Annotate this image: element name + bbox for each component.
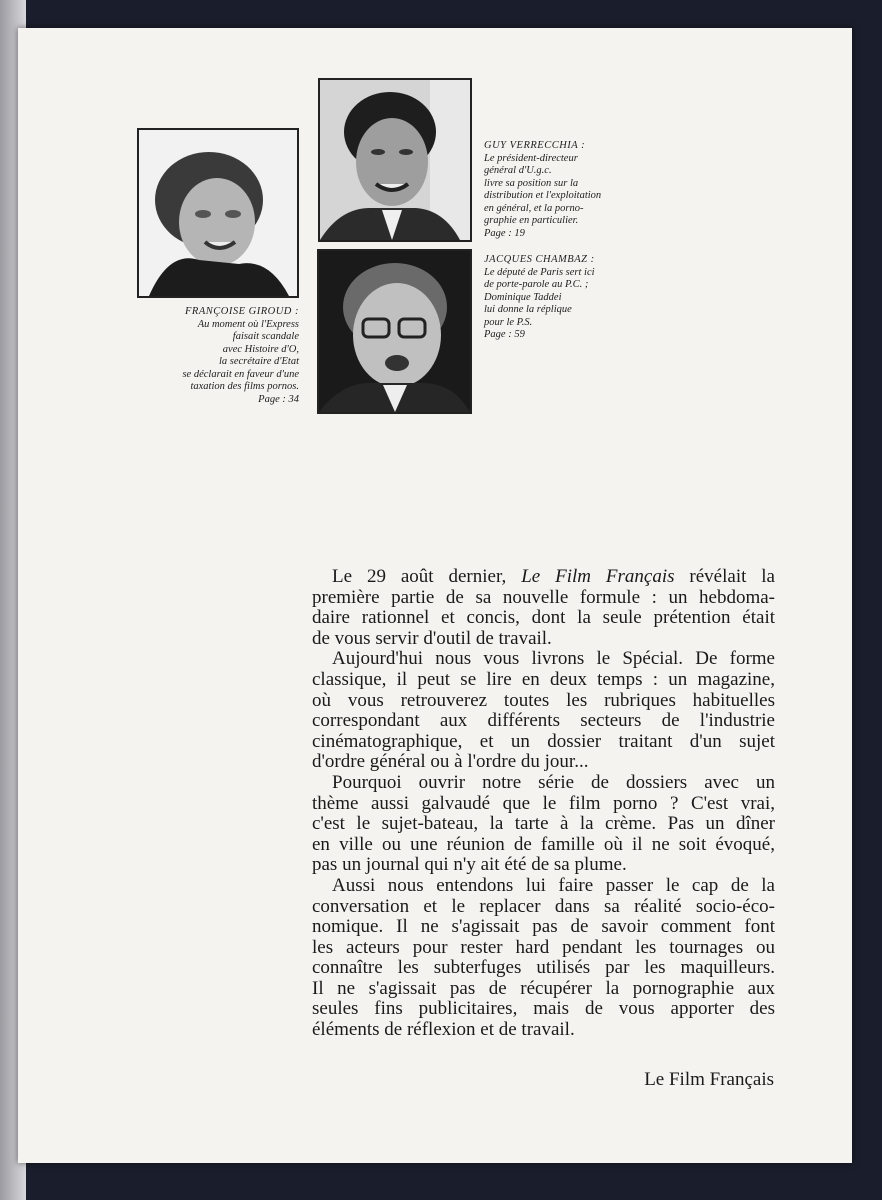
caption-name: FRANÇOISE GIROUD : [185,306,299,317]
portrait-man-smiling-image [320,80,470,240]
publication-title: Le Film Français [521,566,675,587]
body-line: classique, il peut se lire en deux temps : un magazine, [312,668,775,690]
caption-name: GUY VERRECCHIA : [484,140,586,151]
body-line: daire rationnel et concis, dont la seule prétention était [312,607,775,629]
caption-chambaz [484,254,684,342]
body-line: Aujourd'hui nous vous livrons le Spécial. De forme [332,648,775,670]
caption-line: Le député de Paris sert ici [484,266,595,278]
caption-line: se déclarait en faveur d'une [182,368,299,380]
body-line: Aussi nous entendons lui faire passer le cap de la [332,874,775,896]
body-line [312,567,775,588]
portrait-woman-image [139,130,297,296]
signature: Le Film Français [644,1069,774,1090]
caption-line: en général, et la porno- [484,202,584,214]
body-line: Pourquoi ouvrir notre série de dossiers avec un [332,771,775,793]
caption-verrecchia [484,140,684,240]
body-line: connaître les subterfuges utilisés par les maquilleurs. [312,957,775,979]
body-line: d'ordre général ou à l'ordre du jour... [312,751,589,773]
body-line: nomique. Il ne s'agissait pas de savoir comment font [312,916,775,938]
body-line: correspondant aux différents secteurs de l'industrie [312,710,775,732]
caption-line: général d'U.g.c. [484,165,552,176]
body-line-text: Le 29 août dernier, Le Film Français révélait la [332,566,775,587]
photo-jacques-chambaz [317,249,472,414]
body-line: éléments de réflexion et de travail. [312,1019,575,1041]
magazine-page [18,28,852,1163]
body-line: en ville ou une réunion de famille où il ne soit évoqué, [312,833,775,855]
caption-line: Dominique Taddei [484,291,562,303]
body-line: où vous retrouverez toutes les rubriques habituelles [312,689,775,711]
caption-line: Au moment où l'Express [197,318,299,330]
body-line: seules fins publicitaires, mais de vous apporter des [312,998,775,1020]
caption-name: JACQUES CHAMBAZ : [484,254,595,265]
body-line: c'est le sujet-bateau, la tarte à la crème. Pas un dîner [312,813,775,835]
body-line: de vous servir d'outil de travail. [312,627,552,649]
caption-giroud [79,306,299,406]
caption-line: livre sa position sur la [484,177,579,189]
caption-line: la secrétaire d'Etat [218,356,299,367]
caption-line: de porte-parole au P.C. ; [484,279,589,290]
caption-line: taxation des films pornos. [190,381,299,392]
caption-page-ref: Page : 19 [484,227,525,239]
caption-line: distribution et l'exploitation [484,190,602,201]
photo-francoise-giroud [137,128,299,298]
caption-page-ref: Page : 59 [484,329,525,340]
caption-line: pour le P.S. [484,316,533,328]
body-line: première partie de sa nouvelle formule : un hebdoma- [312,586,775,608]
photo-guy-verrecchia [318,78,472,242]
body-line: conversation et le replacer dans sa réalité socio-éco- [312,895,775,917]
body-line: pas un journal qui n'y ait été de sa plume. [312,854,627,876]
body-line: thème aussi galvaudé que le film porno ? C'est vrai, [312,792,775,814]
caption-line: Le président-directeur [484,152,578,164]
caption-line: graphie en particulier. [484,215,579,226]
body-line: les acteurs pour rester hard pendant les tournages ou [312,936,775,958]
portrait-man-glasses-image [319,251,470,412]
caption-page-ref: Page : 34 [258,393,299,405]
caption-line: lui donne la réplique [484,304,572,315]
editorial-body [312,567,775,1041]
caption-line: avec Histoire d'O, [222,343,299,355]
body-line: Il ne s'agissait pas de récupérer la pornographie aux [312,977,775,999]
body-line: cinématographique, et un dossier traitant d'un sujet [312,730,775,752]
caption-line: faisait scandale [232,331,299,342]
